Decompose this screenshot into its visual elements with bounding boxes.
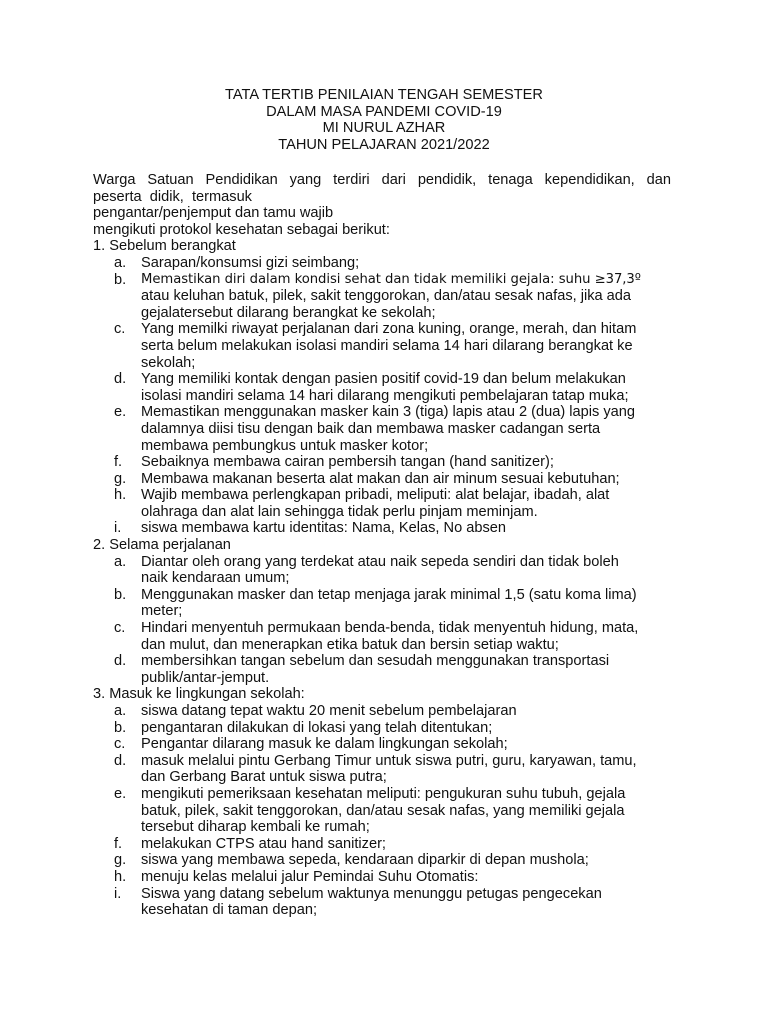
- item-text: Siswa yang datang sebelum waktunya menunggu petugas pengecekan: [141, 885, 602, 902]
- item-text: membawa pembungkus untuk masker kotor;: [141, 437, 429, 454]
- intro-line: Warga Satuan Pendidikan yang terdiri dari pendidik, tenaga kependidikan, dan: [93, 172, 671, 188]
- item-text: Sarapan/konsumsi gizi seimbang;: [141, 254, 360, 271]
- list-item: [93, 736, 671, 753]
- list-item: [93, 836, 671, 853]
- intro-paragraph: [93, 172, 671, 238]
- item-text: dalamnya diisi tisu dengan baik dan membawa masker cadangan serta: [141, 420, 601, 437]
- item-text: Menggunakan masker dan tetap menjaga jarak minimal 1,5 (satu koma lima): [141, 586, 637, 603]
- item-letter: a.: [114, 254, 127, 271]
- item-letter: e.: [114, 785, 127, 802]
- item-letter: c.: [114, 321, 126, 338]
- intro-line: peserta didik, termasuk: [93, 188, 252, 205]
- item-text: melakukan CTPS atau hand sanitizer;: [141, 835, 386, 852]
- item-text: siswa membawa kartu identitas: Nama, Kelas, No absen: [141, 520, 507, 537]
- item-letter: a.: [114, 553, 127, 570]
- item-text: siswa datang tepat waktu 20 menit sebelum pembelajaran: [141, 703, 517, 719]
- item-letter: i.: [114, 520, 122, 537]
- item-letter: g.: [114, 852, 127, 869]
- section-heading: 3. Masuk ke lingkungan sekolah:: [93, 686, 305, 703]
- list-item: [93, 753, 671, 786]
- section-selama-perjalanan: [93, 537, 671, 686]
- title-line-3: MI NURUL AZHAR: [322, 120, 446, 137]
- item-text: sekolah;: [141, 354, 196, 371]
- item-text: tersebut diharap kembali ke rumah;: [141, 819, 370, 836]
- intro-line: pengantar/penjemput dan tamu wajib: [93, 205, 334, 222]
- item-letter: f.: [114, 835, 123, 852]
- item-text: Pengantar dilarang masuk ke dalam lingkungan sekolah;: [141, 736, 508, 753]
- list-item: [93, 404, 671, 454]
- item-text: membersihkan tangan sebelum dan sesudah menggunakan transportasi: [141, 653, 610, 670]
- title-line-1: TATA TERTIB PENILAIAN TENGAH SEMESTER: [225, 87, 543, 103]
- section-heading: 1. Sebelum berangkat: [93, 238, 236, 255]
- document-title: [0, 87, 768, 153]
- item-text: Memastikan diri dalam kondisi sehat dan tidak memiliki gejala: suhu ≥37,3º: [141, 271, 641, 287]
- item-text: meter;: [141, 603, 183, 620]
- document-body: [93, 172, 671, 919]
- item-text: Yang memilki riwayat perjalanan dari zona kuning, orange, merah, dan hitam: [141, 321, 637, 338]
- item-letter: d.: [114, 371, 127, 388]
- item-letter: i.: [114, 885, 122, 902]
- item-text: gejalatersebut dilarang berangkat ke sekolah;: [141, 304, 436, 321]
- item-text: kesehatan di taman depan;: [141, 902, 318, 919]
- list-item: [93, 471, 671, 488]
- list-item: [93, 554, 671, 587]
- intro-line: mengikuti protokol kesehatan sebagai berikut:: [93, 221, 390, 238]
- list-item: [93, 321, 671, 371]
- section-heading: 2. Selama perjalanan: [93, 537, 231, 554]
- section-masuk-lingkungan-sekolah: [93, 686, 671, 918]
- list-item: [93, 886, 671, 919]
- item-text: menuju kelas melalui jalur Pemindai Suhu Otomatis:: [141, 868, 479, 885]
- item-text: Wajib membawa perlengkapan pribadi, meliputi: alat belajar, ibadah, alat: [141, 487, 610, 504]
- item-text: mengikuti pemeriksaan kesehatan meliputi: pengukuran suhu tubuh, gejala: [141, 785, 626, 802]
- item-letter: b.: [114, 719, 127, 736]
- item-text: dan mulut, dan menerapkan etika batuk dan bersin setiap waktu;: [141, 636, 559, 653]
- item-text: siswa yang membawa sepeda, kendaraan diparkir di depan mushola;: [141, 852, 589, 869]
- item-text: isolasi mandiri selama 14 hari dilarang mengikuti pembelajaran tatap muka;: [141, 387, 629, 404]
- list-item: [93, 786, 671, 836]
- list-item: [93, 720, 671, 737]
- list-item: [93, 371, 671, 404]
- item-text: Membawa makanan beserta alat makan dan air minum sesuai kebutuhan;: [141, 470, 620, 487]
- item-text: serta belum melakukan isolasi mandiri selama 14 hari dilarang berangkat ke: [141, 337, 633, 354]
- list-item: [93, 703, 671, 720]
- list-item: [93, 487, 671, 520]
- item-text: Hindari menyentuh permukaan benda-benda, tidak menyentuh hidung, mata,: [141, 620, 639, 637]
- item-text: Sebaiknya membawa cairan pembersih tangan (hand sanitizer);: [141, 454, 554, 471]
- item-letter: g.: [114, 470, 127, 487]
- list-item: [93, 255, 671, 272]
- title-line-4: TAHUN PELAJARAN 2021/2022: [278, 136, 490, 153]
- item-text: Diantar oleh orang yang terdekat atau naik sepeda sendiri dan tidak boleh: [141, 553, 619, 570]
- item-letter: e.: [114, 404, 127, 421]
- item-text: atau keluhan batuk, pilek, sakit tenggorokan, dan/atau sesak nafas, jika ada: [141, 288, 632, 305]
- item-text: publik/antar-jemput.: [141, 669, 270, 686]
- section-sebelum-berangkat: [93, 238, 671, 537]
- item-text: masuk melalui pintu Gerbang Timur untuk siswa putri, guru, karyawan, tamu,: [141, 752, 637, 769]
- item-text: pengantaran dilakukan di lokasi yang telah ditentukan;: [141, 719, 493, 736]
- item-letter: c.: [114, 620, 126, 637]
- item-letter: d.: [114, 752, 127, 769]
- item-text: naik kendaraan umum;: [141, 570, 290, 587]
- item-letter: h.: [114, 487, 127, 504]
- item-text: dan Gerbang Barat untuk siswa putra;: [141, 769, 387, 786]
- title-line-2: DALAM MASA PANDEMI COVID-19: [266, 103, 502, 120]
- item-letter: a.: [114, 703, 127, 719]
- item-text: olahraga dan alat lain sehingga tidak perlu pinjam meminjam.: [141, 503, 538, 520]
- list-item: [93, 520, 671, 537]
- list-item: [93, 620, 671, 653]
- item-letter: d.: [114, 653, 127, 670]
- item-text: Yang memiliki kontak dengan pasien positif covid-19 dan belum melakukan: [141, 371, 626, 388]
- list-item: [93, 653, 671, 686]
- item-text: Memastikan menggunakan masker kain 3 (tiga) lapis atau 2 (dua) lapis yang: [141, 404, 636, 421]
- list-item: [93, 272, 671, 322]
- list-item: [93, 869, 671, 886]
- item-letter: f.: [114, 454, 123, 471]
- item-letter: b.: [114, 271, 127, 288]
- item-letter: b.: [114, 586, 127, 603]
- item-text: batuk, pilek, sakit tenggorokan, dan/atau sesak nafas, yang memiliki gejala: [141, 802, 625, 819]
- list-item: [93, 587, 671, 620]
- list-item: [93, 852, 671, 869]
- item-letter: h.: [114, 868, 127, 885]
- item-letter: c.: [114, 736, 126, 753]
- list-item: [93, 454, 671, 471]
